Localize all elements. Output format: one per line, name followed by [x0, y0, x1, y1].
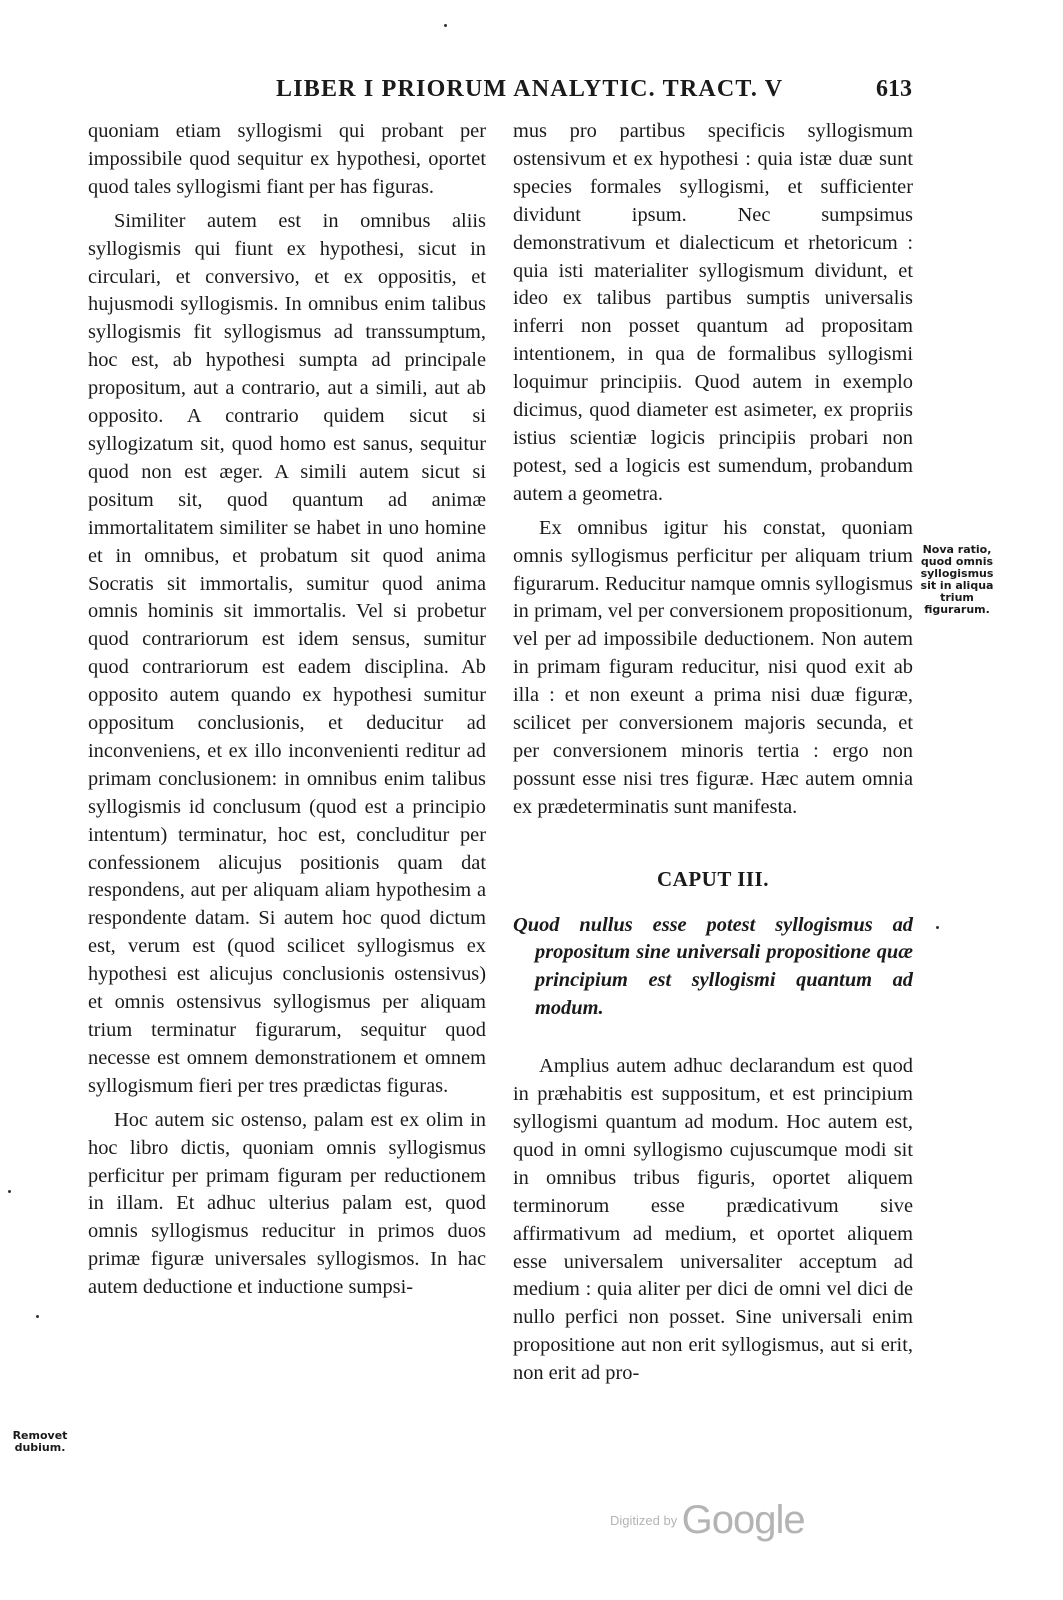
left-paragraph-1: quoniam etiam syllogismi qui probant per impossibile quod sequitur ex hypothesi, oportet quod tales syllogismi fiant per has figuras.: [88, 120, 486, 198]
right-text-column: [513, 118, 913, 1388]
scan-speck: [444, 24, 447, 27]
chapter-paragraph: Amplius autem adhuc declarandum est quod in præhabitis est suppositum, et est principium syllogismi quantum ad modum. Hoc autem est, quod in omni syllogismo cujuscumque modi sit in omnibus tribus figuris, oportet aliquem terminorum esse prædicativum sive affirmativum ad medium, et oportet aliquem esse universalem universaliter acceptum ad medium : quia aliter per dici de omni vel dici de nullo perfici non posset. Sine universali enim propositione aut non erit syllogismus, aut si erit, non erit ad pro-: [513, 1055, 913, 1385]
left-text-column: [88, 118, 486, 1302]
digitized-label: Digitized by: [610, 1513, 678, 1528]
left-paragraph-2: Similiter autem est in omnibus aliis syllogismis qui fiunt ex hypothesi, sicut in circulari, et conversivo, et ex oppositis, et hujusmodi syllogismis. In omnibus enim talibus syllogismis fit syllogismus ad transsumptum, hoc est, ab hypothesi sumpta ad principale propositum, aut a contrario, aut a simili, aut ab opposito. A contrario quidem sicut si syllogizatum sit, quod homo est sanus, sequitur quod non est æger. A simili autem sicut si positum sit, quod quantum ad animæ immortalitatem similiter se habet in uno homine et in omnibus, et probatum sit quod anima Socratis sit immortalis, sumitur quod anima omnis hominis sit immortalis. Vel si probetur quod contrariorum est idem sensus, sumitur quod contrariorum est eadem disciplina. Ab opposito autem quando ex hypothesi sumitur oppositum conclusionis, et deducitur ad inconveniens, et ex illo inconvenienti reditur ad primam conclusionem: in omnibus enim talibus syllogismis id conclusum (quod est a principio intentum) terminatur, hoc est, concluditur per confessionem alicujus positionis quam dat respondens, aut per aliquam aliam hypothesim a respondente datam. Si autem hoc quod dictum est, verum est (quod scilicet syllogismus ex hypothesi est alicujus conclusionis ostensivus) et omnis ostensivus syllogismus per aliquam trium terminatur figurarum, sequitur quod necesse est omnem demonstrationem et omnem syllogismum fieri per tres prædictas figuras.: [88, 209, 486, 1097]
page-number: 613: [876, 76, 912, 102]
margin-note-right: Nova ratio, quod omnis syllogismus sit in aliqua trium figurarum.: [920, 543, 994, 616]
margin-note-left: Removet dubium.: [12, 1429, 68, 1454]
scan-speck: [936, 926, 939, 929]
scan-speck: [8, 1190, 11, 1193]
page-header: [0, 76, 1063, 110]
chapter-summary: Quod nullus esse potest syllogismus ad propositum sine universali propositione quæ principium est syllogismi quantum ad modum.: [513, 913, 913, 1020]
left-paragraph-3: Hoc autem sic ostenso, palam est ex olim in hoc libro dictis, quoniam omnis syllogismus perficitur per primam figuram per reductionem in illam. Et adhuc ulterius palam est, quod omnis syllogismus reducitur in primos duos primæ figuræ universales syllogismos. In hac autem deductione et inductione sumpsi-: [88, 1108, 486, 1299]
chapter-heading: CAPUT III.: [657, 866, 769, 891]
google-logo: Google: [681, 1498, 805, 1542]
scan-speck: [36, 1315, 39, 1318]
digitized-watermark: [610, 1498, 805, 1543]
running-title: LIBER I PRIORUM ANALYTIC. TRACT. V: [276, 76, 784, 102]
right-paragraph-2: Ex omnibus igitur his constat, quoniam omnis syllogismus perficitur per aliquam trium figurarum. Reducitur namque omnis syllogismus in primam, vel per conversionem propositionum, vel per ad impossibile deductionem. Non autem in primam figuram reducitur, nisi quod exit ab illa : et non exeunt a prima nisi duæ figuræ, scilicet per conversionem majoris secunda, et per conversionem minoris tertia : ergo non possunt esse nisi tres figuræ. Hæc autem omnia ex prædeterminatis sunt manifesta.: [513, 516, 913, 818]
right-paragraph-1: mus pro partibus specificis syllogismum ostensivum et ex hypothesi : quia istæ duæ sunt species formales syllogismi, et sufficienter dividunt ipsum. Nec sumpsimus demonstrativum et dialecticum et rhetoricum : quia isti materialiter syllogismum dividunt, et ideo ex talibus partibus sumptis universalis inferri non posset quantum ad propositam intentionem, in qua de formalibus syllogismi loquimur principiis. Quod autem in exemplo dicimus, quod diameter est asimeter, ex propriis istius scientiæ logicis principiis probari non potest, sed a logicis est sumendum, probandum autem a geometra.: [513, 120, 913, 505]
